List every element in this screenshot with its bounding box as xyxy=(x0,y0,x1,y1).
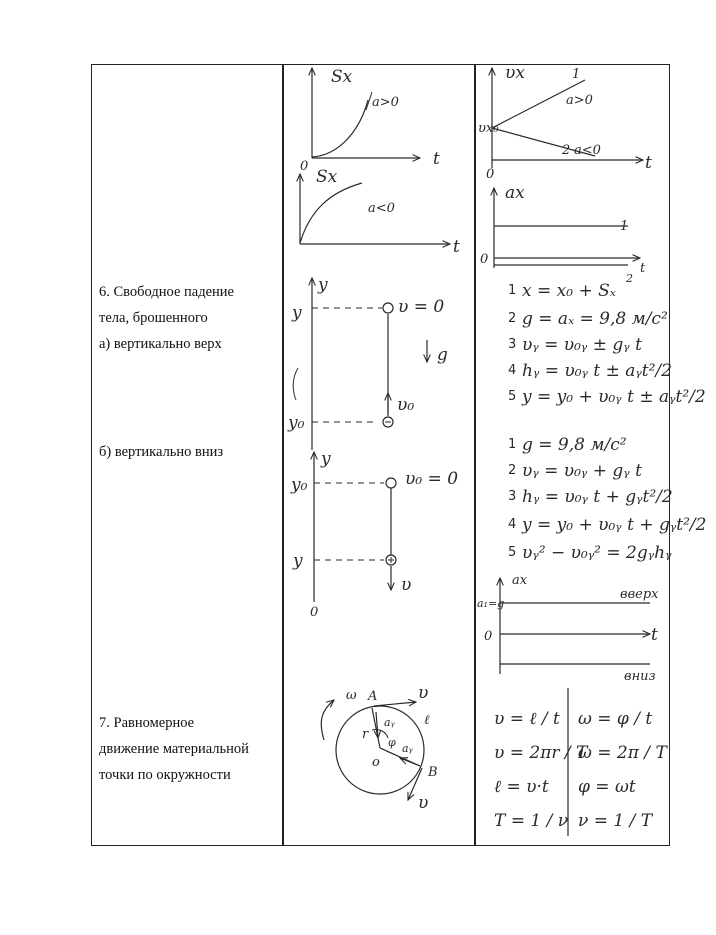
formula-up-2: g = aₓ = 9,8 м/с² xyxy=(522,309,668,329)
formula-up-5: y = y₀ + υ₀ᵧ t ± aᵧt²/2 xyxy=(522,387,706,407)
diagram-throw-down xyxy=(290,449,458,620)
formula-up-3: υᵧ = υ₀ᵧ ± gᵧ t xyxy=(522,335,642,355)
throw-up-g-label: g xyxy=(437,345,448,365)
formula-down-3-num: 3 xyxy=(508,489,517,504)
circle-formula-left-3: ℓ = υ·t xyxy=(494,777,549,797)
formula-down-2: υᵧ = υ₀ᵧ + gᵧ t xyxy=(522,461,642,481)
formula-down-5: υᵧ² − υ₀ᵧ² = 2gᵧhᵧ xyxy=(522,543,672,563)
axud-origin: 0 xyxy=(484,629,493,644)
ax-x-label: t xyxy=(640,261,646,276)
axud-x-label: t xyxy=(651,625,658,645)
throw-up-y-axis-label: y xyxy=(318,275,328,295)
circle-phi-label: φ xyxy=(388,736,396,749)
formula-down-3: hᵧ = υ₀ᵧ t + gᵧt²/2 xyxy=(522,487,673,507)
row7-title-line-2: движение материальной xyxy=(99,741,249,757)
formula-up-1-num: 1 xyxy=(508,283,517,298)
axud-y-label: ax xyxy=(512,573,528,588)
throw-down-top-ball xyxy=(386,478,396,488)
diagram-throw-up xyxy=(287,275,448,450)
vx-origin: 0 xyxy=(486,167,495,182)
diagram-circular-motion xyxy=(321,683,437,813)
formulas-circular-motion xyxy=(494,688,668,836)
ax-line2-number: 2 xyxy=(626,272,633,285)
circle-formula-left-1: υ = ℓ / t xyxy=(494,709,560,729)
row6-title-line-1: 6. Свободное падение xyxy=(99,284,234,300)
formula-up-4: hᵧ = υ₀ᵧ t ± aᵧt²/2 xyxy=(522,361,672,381)
sx-down-x-label: t xyxy=(453,237,460,257)
formulas-throw-up xyxy=(508,281,706,407)
graph-ax xyxy=(480,183,646,285)
sx-down-y-label: Sx xyxy=(316,167,338,187)
throw-down-origin: 0 xyxy=(310,605,319,620)
vx-line1-label: a>0 xyxy=(566,93,593,108)
throw-up-y-top: y xyxy=(292,303,302,323)
sx-up-y-label: Sx xyxy=(331,67,353,87)
throw-up-top-ball xyxy=(383,303,393,313)
vx-line2-number: 2 xyxy=(562,143,571,158)
graph-ax-updown xyxy=(477,573,659,684)
row7-title-line-1: 7. Равномерное xyxy=(99,715,195,731)
vx-x-label: t xyxy=(645,153,652,173)
circle-v-a-label: υ xyxy=(418,683,429,703)
throw-down-y-top: y₀ xyxy=(291,475,308,495)
circle-formula-right-3: φ = ωt xyxy=(578,777,636,797)
circle-a-label: aᵧ xyxy=(384,716,395,729)
axud-up-label: вверх xyxy=(620,587,659,602)
formula-up-4-num: 4 xyxy=(508,363,517,378)
circle-point-a: A xyxy=(368,689,378,704)
row6-title-line-3: а) вертикально верх xyxy=(99,336,222,352)
throw-down-y-axis-label: y xyxy=(321,449,331,469)
graph-sx-accelerating xyxy=(300,67,440,174)
circle-phi-arc xyxy=(372,729,388,738)
circle-a2-label: aᵧ xyxy=(402,742,413,755)
sx-up-curve xyxy=(312,100,368,157)
throw-up-v-bottom: υ₀ xyxy=(397,395,415,415)
vx-v0-label: υx₀ xyxy=(478,121,499,136)
circle-accel-b xyxy=(400,758,420,766)
circle-l-label: ℓ xyxy=(424,713,430,728)
axud-level: a₁=g xyxy=(477,597,505,610)
row7-title-line-3: точки по окружности xyxy=(99,767,231,783)
circle-v-a-arrow xyxy=(374,702,416,706)
formula-down-1-num: 1 xyxy=(508,437,517,452)
row6-title-line-2: тела, брошенного xyxy=(99,310,208,326)
circle-center-label: o xyxy=(372,755,380,770)
circle-r-label: r xyxy=(362,727,369,742)
axud-down-label: вниз xyxy=(624,669,656,684)
throw-up-stray-mark xyxy=(293,368,298,400)
throw-up-y-bottom: y₀ xyxy=(288,413,305,433)
throw-down-v-top: υ₀ = 0 xyxy=(405,469,459,489)
vx-line1-number: 1 xyxy=(572,67,581,82)
throw-down-v-bottom: υ xyxy=(401,575,412,595)
formula-up-3-num: 3 xyxy=(508,337,517,352)
formula-up-5-num: 5 xyxy=(508,389,517,404)
formula-up-2-num: 2 xyxy=(508,311,517,326)
formulas-throw-down xyxy=(508,435,706,563)
formula-down-1: g = 9,8 м/с² xyxy=(522,435,627,455)
graph-sx-decelerating xyxy=(300,167,460,257)
vx-line2-label: a<0 xyxy=(574,143,601,158)
circle-formula-right-2: ω = 2π / T xyxy=(578,743,667,763)
circle-omega-label: ω xyxy=(346,688,357,703)
ax-line1-number: 1 xyxy=(620,219,629,234)
throw-up-v-top: υ = 0 xyxy=(398,297,445,317)
graph-vx xyxy=(478,63,652,182)
circle-point-b: B xyxy=(428,765,438,780)
sx-down-curve xyxy=(300,183,362,243)
formula-up-1: x = x₀ + Sₓ xyxy=(522,281,616,301)
sx-up-curve-label: a>0 xyxy=(372,95,399,110)
circle-formula-right-4: ν = 1 / T xyxy=(578,811,653,831)
circle-v-b-label: υ xyxy=(418,793,429,813)
formula-down-5-num: 5 xyxy=(508,545,517,560)
sx-up-x-label: t xyxy=(433,149,440,169)
formula-down-4: y = y₀ + υ₀ᵧ t + gᵧt²/2 xyxy=(522,515,707,535)
sx-up-origin: 0 xyxy=(300,159,309,174)
circle-formula-left-4: T = 1 / ν xyxy=(494,811,569,831)
row6-part-b: б) вертикально вниз xyxy=(99,444,224,460)
ax-origin: 0 xyxy=(480,252,489,267)
circle-formula-right-1: ω = φ / t xyxy=(578,709,653,729)
circle-omega-arrow xyxy=(321,700,334,740)
formula-down-4-num: 4 xyxy=(508,517,517,532)
circle-formula-left-2: υ = 2πr / T xyxy=(494,743,588,763)
formula-down-2-num: 2 xyxy=(508,463,517,478)
throw-down-y-bottom: y xyxy=(293,551,303,571)
vx-y-label: υx xyxy=(505,63,525,83)
ax-y-label: ax xyxy=(505,183,525,203)
sx-down-curve-label: a<0 xyxy=(368,201,395,216)
